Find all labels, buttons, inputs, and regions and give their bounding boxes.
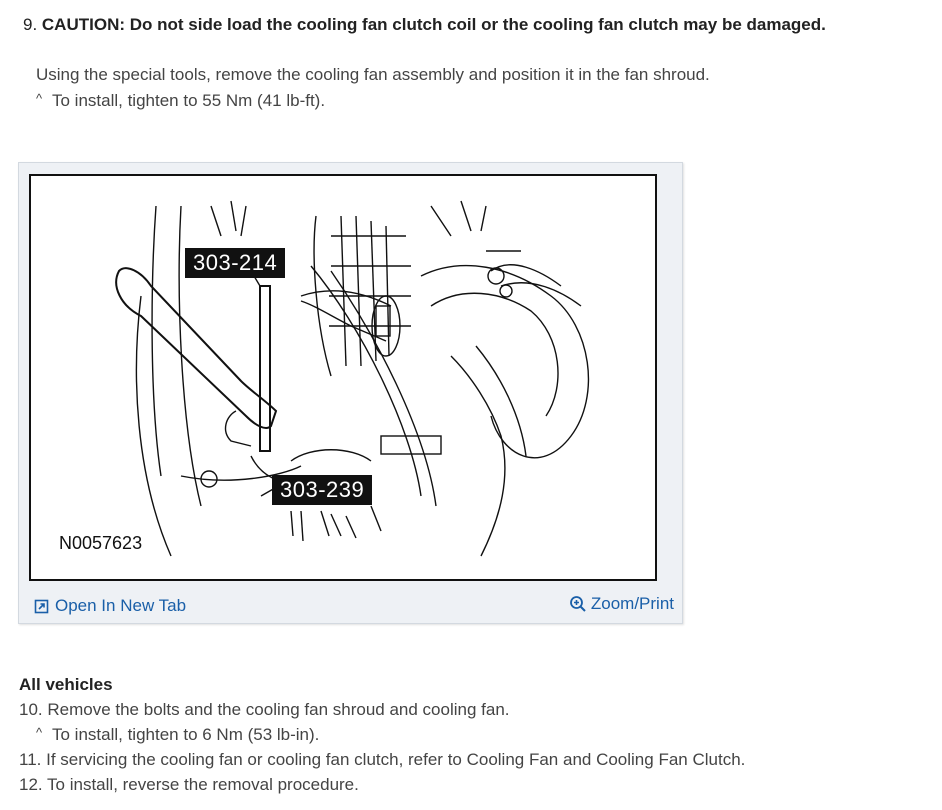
figure-id: N0057623 — [59, 533, 143, 553]
caution-text: CAUTION: Do not side load the cooling fan clutch coil or the cooling fan clutch may be damaged. — [41, 15, 826, 34]
figure-card — [18, 162, 683, 624]
step-number: 9. — [23, 15, 42, 34]
zoom-in-icon — [569, 595, 587, 613]
caret-icon: ^ — [36, 725, 43, 740]
open-in-new-tab-label: Open In New Tab — [55, 596, 187, 615]
step-10: 10. Remove the bolts and the cooling fan shroud and cooling fan. — [19, 700, 510, 719]
figure-illustration — [29, 174, 657, 581]
step-10-torque — [36, 725, 319, 745]
figure-footer — [19, 588, 682, 620]
caret-icon: ^ — [36, 91, 43, 106]
step-9-instruction: Using the special tools, remove the cooling fan assembly and position it in the fan shroud. — [36, 65, 710, 84]
open-in-new-tab-icon — [34, 599, 49, 614]
section-heading: All vehicles — [19, 675, 113, 694]
open-in-new-tab-link[interactable] — [34, 596, 186, 616]
torque-text: To install, tighten to 6 Nm (53 lb-in). — [52, 725, 320, 744]
zoom-print-link[interactable] — [569, 594, 674, 614]
step-9-torque — [36, 91, 325, 111]
fan-removal-diagram — [31, 176, 655, 579]
step-11: 11. If servicing the cooling fan or cooling fan clutch, refer to Cooling Fan and Cooling Fan Clutch. — [19, 750, 746, 769]
step-9-caution — [23, 15, 826, 35]
torque-text: To install, tighten to 55 Nm (41 lb-ft). — [52, 91, 326, 110]
zoom-print-label: Zoom/Print — [590, 594, 674, 613]
tool-label-303-214: 303-214 — [185, 248, 285, 278]
tool-label-303-239: 303-239 — [272, 475, 372, 505]
step-12: 12. To install, reverse the removal procedure. — [19, 775, 359, 794]
